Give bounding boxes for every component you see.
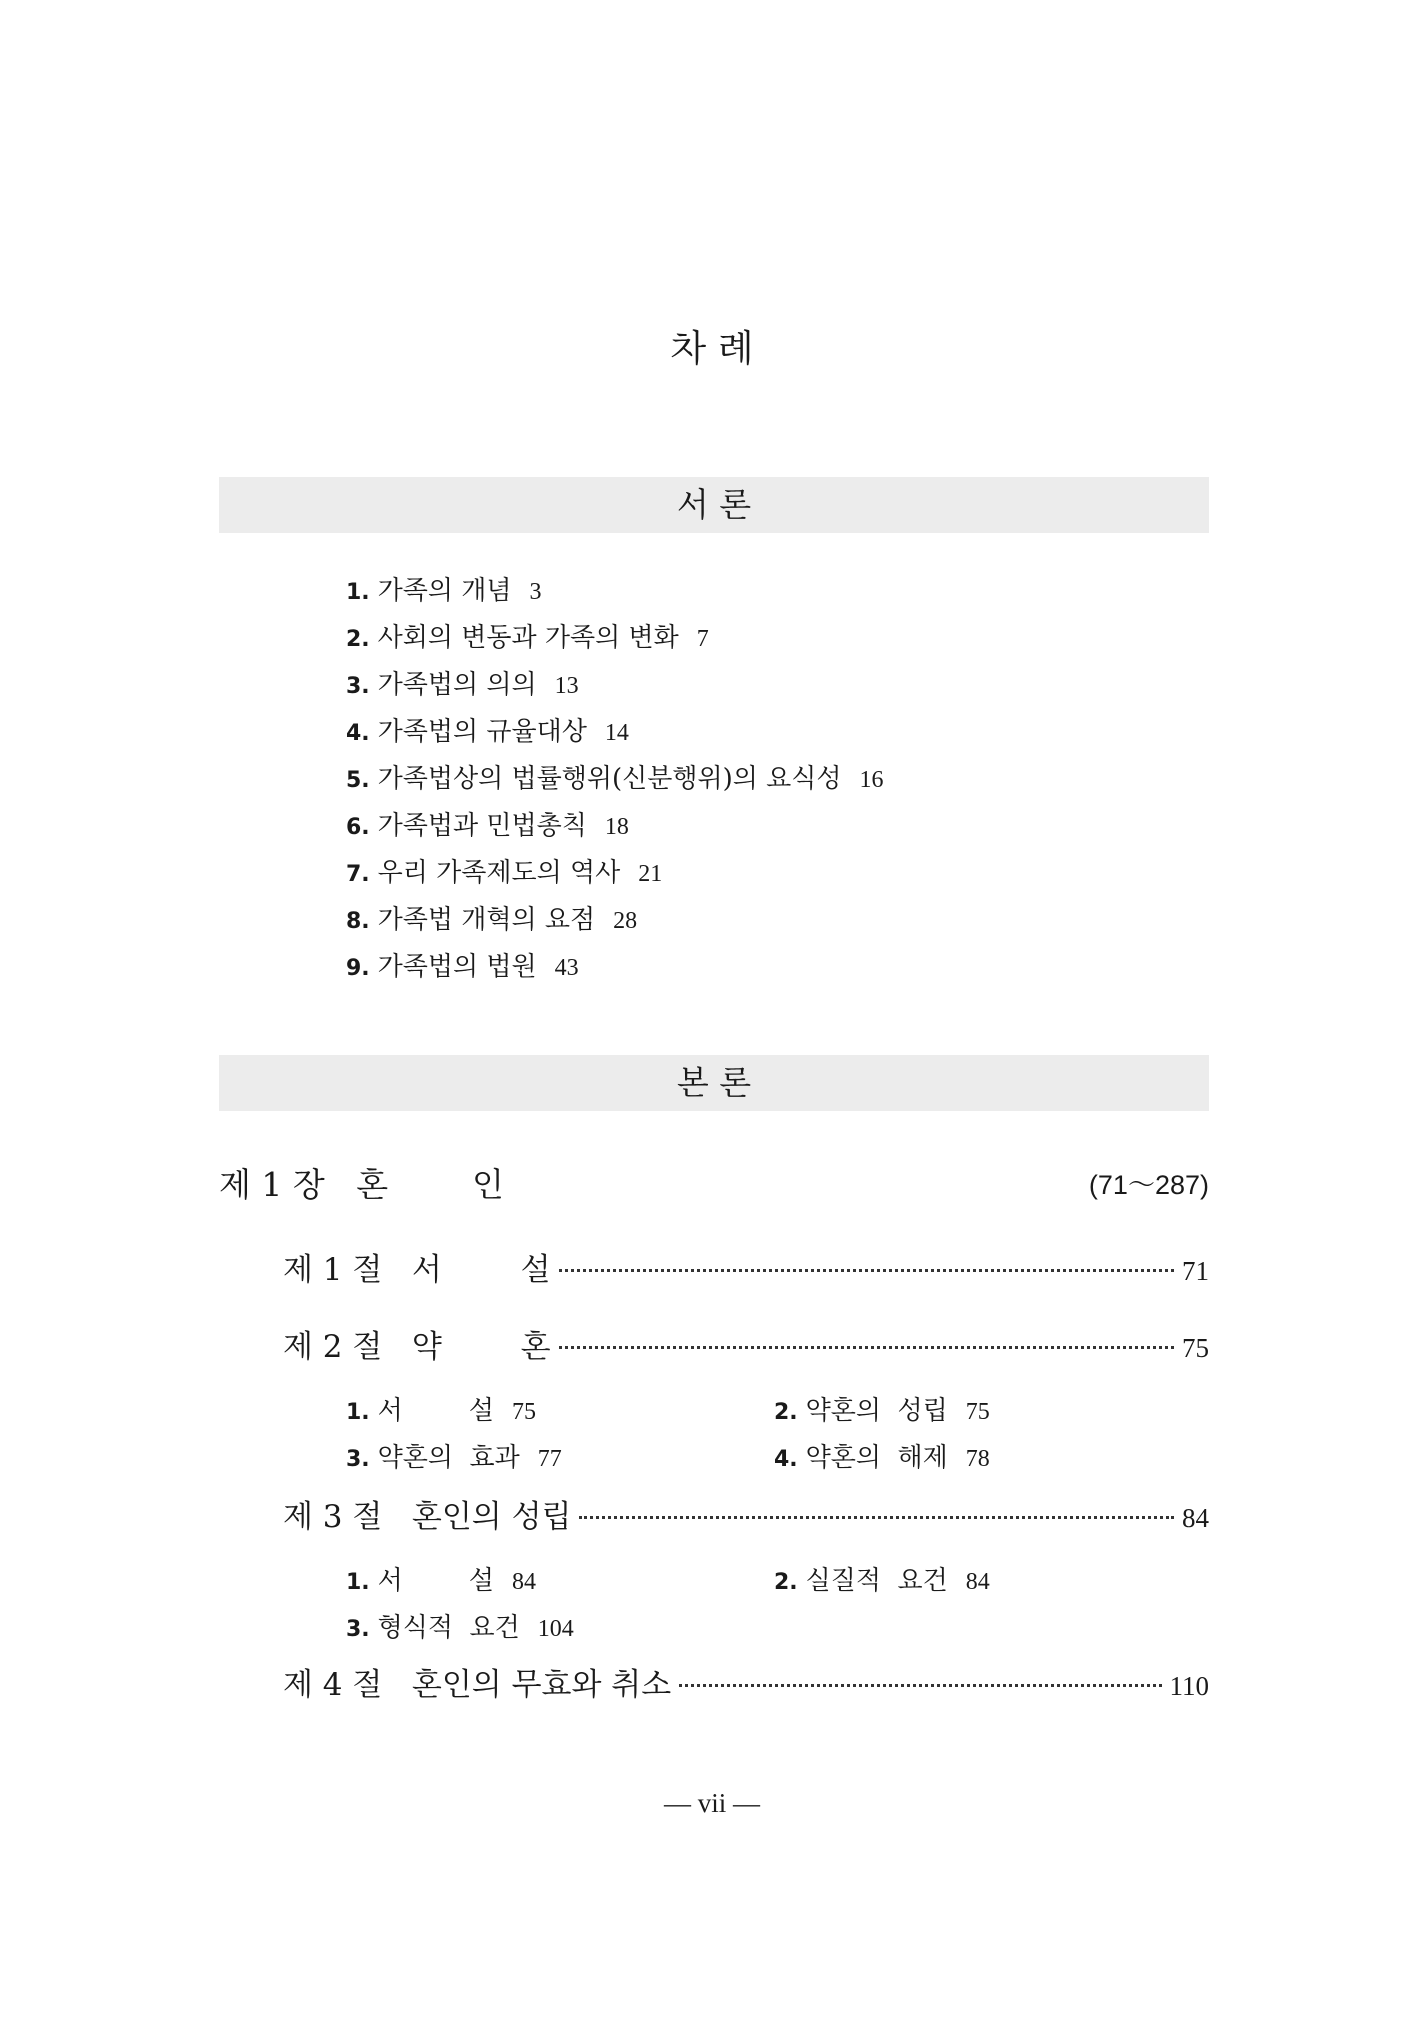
item-number: 6. <box>346 815 370 840</box>
section-entry[interactable] <box>283 1660 1209 1710</box>
item-number: 8. <box>346 909 370 934</box>
chapter-heading[interactable] <box>219 1160 1209 1210</box>
sub-item[interactable] <box>346 1605 574 1652</box>
toc-item[interactable] <box>346 944 883 991</box>
toc-item[interactable] <box>346 615 883 662</box>
chapter-label: 제 1 장 혼 인 <box>219 1165 504 1204</box>
page-title: 차 례 <box>670 327 754 370</box>
item-page: 13 <box>554 673 579 699</box>
item-number: 2. <box>346 627 370 652</box>
item-page: 21 <box>638 861 663 887</box>
toc-item[interactable] <box>346 709 883 756</box>
dot-leader <box>679 1684 1161 1687</box>
item-title: 우리 가족제도의 역사 <box>377 858 621 888</box>
toc-item[interactable] <box>346 803 883 850</box>
item-number: 2. <box>774 1570 798 1595</box>
item-number: 3. <box>346 1617 370 1642</box>
sub-item[interactable] <box>346 1435 562 1482</box>
item-number: 4. <box>774 1447 798 1472</box>
toc-item[interactable] <box>346 756 883 803</box>
item-page: 18 <box>604 814 629 840</box>
item-title: 가족법의 법원 <box>377 952 537 982</box>
item-page: 75 <box>965 1399 990 1425</box>
sub-item[interactable] <box>774 1388 990 1435</box>
item-number: 1. <box>346 580 370 605</box>
item-title: 가족법 개혁의 요점 <box>377 905 596 935</box>
dot-leader <box>559 1269 1174 1272</box>
item-title: 가족법상의 법률행위(신분행위)의 요식성 <box>377 764 842 794</box>
chapter-page-range: (71～287) <box>1088 1170 1209 1200</box>
section-page: 75 <box>1182 1333 1209 1363</box>
item-number: 7. <box>346 862 370 887</box>
dot-leader <box>559 1346 1174 1349</box>
item-title: 형식적 요건 <box>377 1613 520 1643</box>
item-title: 약혼의 해제 <box>805 1443 948 1473</box>
item-page: 77 <box>537 1446 562 1472</box>
sub-item[interactable] <box>346 1558 536 1605</box>
item-title: 약혼의 효과 <box>377 1443 520 1473</box>
item-title: 실질적 요건 <box>805 1566 948 1596</box>
section-label: 제 1 절 서 설 <box>283 1252 551 1288</box>
section-page: 84 <box>1182 1503 1209 1533</box>
section-label: 제 4 절 혼인의 무효와 취소 <box>283 1667 672 1703</box>
item-page: 3 <box>529 579 542 605</box>
item-number: 9. <box>346 956 370 981</box>
section-entry[interactable] <box>283 1322 1209 1372</box>
dot-leader <box>579 1516 1174 1519</box>
intro-toc-list <box>346 568 883 991</box>
toc-item[interactable] <box>346 568 883 615</box>
toc-item[interactable] <box>346 897 883 944</box>
item-page: 43 <box>554 955 579 981</box>
item-title: 가족법과 민법총칙 <box>377 811 587 841</box>
sub-item[interactable] <box>774 1435 990 1482</box>
toc-item[interactable] <box>346 662 883 709</box>
intro-heading: 서 론 <box>219 477 1209 533</box>
item-number: 5. <box>346 768 370 793</box>
item-page: 104 <box>537 1616 574 1642</box>
item-page: 78 <box>965 1446 990 1472</box>
item-title: 사회의 변동과 가족의 변화 <box>377 623 679 653</box>
sub-item[interactable] <box>774 1558 990 1605</box>
item-title: 가족법의 규율대상 <box>377 717 587 747</box>
item-number: 3. <box>346 674 370 699</box>
section-label: 제 2 절 약 혼 <box>283 1329 551 1365</box>
sub-item[interactable] <box>346 1388 536 1435</box>
item-page: 28 <box>613 908 638 934</box>
item-number: 1. <box>346 1400 370 1425</box>
section-page: 71 <box>1182 1256 1209 1286</box>
item-number: 3. <box>346 1447 370 1472</box>
section-entry[interactable] <box>283 1492 1209 1542</box>
item-title: 가족법의 의의 <box>377 670 537 700</box>
section-entry[interactable] <box>283 1245 1209 1295</box>
toc-item[interactable] <box>346 850 883 897</box>
item-page: 7 <box>696 626 709 652</box>
section-page: 110 <box>1169 1671 1209 1701</box>
item-title: 서 설 <box>377 1396 495 1426</box>
item-title: 약혼의 성립 <box>805 1396 948 1426</box>
item-page: 75 <box>512 1399 537 1425</box>
item-title: 서 설 <box>377 1566 495 1596</box>
page-number-footer: — vii — <box>663 1788 760 1818</box>
item-number: 2. <box>774 1400 798 1425</box>
item-title: 가족의 개념 <box>377 576 512 606</box>
item-number: 4. <box>346 721 370 746</box>
item-page: 84 <box>512 1569 537 1595</box>
item-page: 14 <box>604 720 629 746</box>
main-heading: 본 론 <box>219 1055 1209 1111</box>
item-number: 1. <box>346 1570 370 1595</box>
item-page: 16 <box>859 767 884 793</box>
item-page: 84 <box>965 1569 990 1595</box>
section-label: 제 3 절 혼인의 성립 <box>283 1499 572 1535</box>
